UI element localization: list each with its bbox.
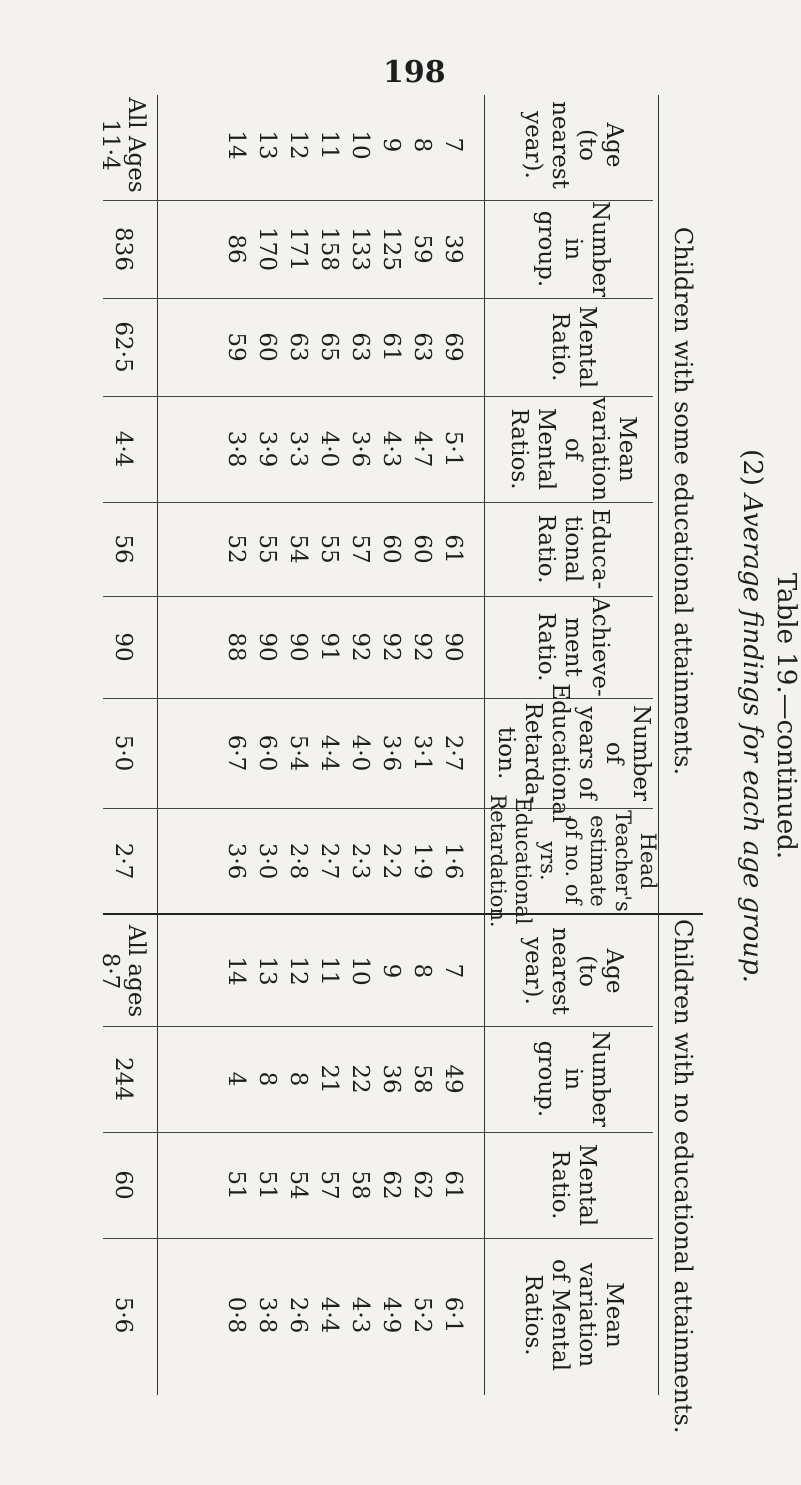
table-cell: 14 [223, 956, 249, 986]
table-cell: 3·8 [254, 1296, 280, 1334]
table-cell: 10 [347, 956, 373, 986]
table-cell: 86 [223, 234, 249, 264]
col-header: Number in group. [533, 1030, 614, 1128]
subtitle-number: (2) [737, 449, 767, 486]
table-cell: 4·9 [378, 1296, 404, 1334]
table-cell: 170 [254, 227, 280, 271]
total-cell: 62·5 [110, 321, 136, 373]
table-cell: 59 [409, 234, 435, 264]
table-cell: 58 [409, 1064, 435, 1094]
table-cell: 14 [223, 130, 249, 160]
table-cell: 4·7 [409, 430, 435, 468]
table-cell: 21 [316, 1064, 342, 1094]
table-title: Table 19.—continued. [771, 572, 801, 860]
table-cell: 10 [347, 130, 373, 160]
table-cell: 60 [378, 534, 404, 564]
table-cell: 39 [440, 234, 466, 264]
col-rule [103, 596, 653, 597]
table-cell: 54 [285, 534, 311, 564]
table-cell: 3·3 [285, 430, 311, 468]
table-cell: 57 [316, 1170, 342, 1200]
table-cell: 133 [347, 227, 373, 271]
total-cell: 244 [110, 1057, 136, 1101]
col-rule [103, 396, 653, 397]
table-cell: 49 [440, 1064, 466, 1094]
table-cell: 51 [223, 1170, 249, 1200]
table-cell: 2·7 [440, 734, 466, 772]
table-cell: 3·0 [254, 842, 280, 880]
col-header: Achieve- ment Ratio. [533, 597, 614, 697]
table-cell: 2·6 [285, 1296, 311, 1334]
table-cell: 61 [378, 332, 404, 362]
table-cell: 4·3 [347, 1296, 373, 1334]
col-header: Number in group. [533, 200, 614, 298]
table-cell: 36 [378, 1064, 404, 1094]
group-title-no-attainments: Children with no educational attainments. [669, 919, 697, 1434]
table-cell: 3·6 [347, 430, 373, 468]
total-cell: 90 [110, 632, 136, 662]
table-cell: 90 [285, 632, 311, 662]
col-header: Number of years of Educational Retarda- tion. [493, 683, 654, 823]
total-cell: 60 [110, 1170, 136, 1200]
data-table [93, 95, 703, 1485]
col-header: Educa- tional Ratio. [533, 508, 614, 590]
col-rule [103, 1238, 653, 1239]
table-cell: 65 [316, 332, 342, 362]
header-top-rule [658, 95, 659, 1395]
col-header: Head Teacher's estimate of no. of yrs. Educational Retardation. [486, 794, 661, 928]
table-cell: 5·1 [440, 430, 466, 468]
table-cell: 8 [285, 1071, 311, 1087]
table-cell: 3·8 [223, 430, 249, 468]
table-cell: 11 [316, 956, 342, 986]
col-rule [103, 1026, 653, 1027]
table-cell: 171 [285, 227, 311, 271]
table-cell: 6·1 [440, 1296, 466, 1334]
table-cell: 1·9 [409, 842, 435, 880]
total-cell: 836 [110, 227, 136, 271]
table-cell: 92 [378, 632, 404, 662]
table-cell: 158 [316, 227, 342, 271]
table-cell: 90 [254, 632, 280, 662]
table-cell: 12 [285, 956, 311, 986]
table-cell: 63 [409, 332, 435, 362]
table-cell: 8 [254, 1071, 280, 1087]
table-cell: 3·6 [223, 842, 249, 880]
col-header: Mental Ratio. [547, 1143, 600, 1227]
table-cell: 63 [347, 332, 373, 362]
table-cell: 69 [440, 332, 466, 362]
table-cell: 57 [347, 534, 373, 564]
col-header: Age (to nearest year). [520, 927, 627, 1015]
table-cell: 2·7 [316, 842, 342, 880]
table-cell: 2·2 [378, 842, 404, 880]
group-divider [103, 913, 703, 915]
table-cell: 22 [347, 1064, 373, 1094]
col-rule [103, 298, 653, 299]
table-cell: 91 [316, 632, 342, 662]
table-cell: 3·6 [378, 734, 404, 772]
table-cell: 61 [440, 534, 466, 564]
table-cell: 52 [223, 534, 249, 564]
subtitle-text: Average findings for each age group. [737, 494, 767, 983]
table-cell: 60 [409, 534, 435, 564]
total-cell: All ages 8·7 [97, 924, 149, 1018]
table-cell: 4·4 [316, 734, 342, 772]
table-cell: 0·8 [223, 1296, 249, 1334]
table-cell: 54 [285, 1170, 311, 1200]
table-cell: 90 [440, 632, 466, 662]
table-cell: 62 [378, 1170, 404, 1200]
table-cell: 13 [254, 956, 280, 986]
table-cell: 8 [409, 963, 435, 979]
totals-rule [157, 95, 158, 1395]
table-cell: 3·1 [409, 734, 435, 772]
total-cell: 5·0 [110, 734, 136, 772]
table-cell: 13 [254, 130, 280, 160]
table-cell: 7 [440, 137, 466, 153]
table-cell: 5·4 [285, 734, 311, 772]
table-cell: 4 [223, 1071, 249, 1087]
table-cell: 4·4 [316, 1296, 342, 1334]
total-cell: All Ages 11·4 [97, 97, 149, 193]
total-cell: 2·7 [110, 842, 136, 880]
total-cell: 5·6 [110, 1296, 136, 1334]
table-cell: 2·8 [285, 842, 311, 880]
col-header: Mean variation of Mental Ratios. [520, 1259, 627, 1371]
table-cell: 2·3 [347, 842, 373, 880]
table-cell: 51 [254, 1170, 280, 1200]
table-cell: 1·6 [440, 842, 466, 880]
table-cell: 11 [316, 130, 342, 160]
table-cell: 92 [409, 632, 435, 662]
table-cell: 62 [409, 1170, 435, 1200]
table-cell: 7 [440, 963, 466, 979]
table-cell: 4·0 [316, 430, 342, 468]
table-cell: 92 [347, 632, 373, 662]
col-header: Mean variation of Mental Ratios. [506, 396, 641, 502]
table-cell: 60 [254, 332, 280, 362]
col-rule [103, 502, 653, 503]
table-cell: 63 [285, 332, 311, 362]
table-cell: 6·7 [223, 734, 249, 772]
table-cell: 8 [409, 137, 435, 153]
col-rule [103, 200, 653, 201]
table-cell: 4·0 [347, 734, 373, 772]
table-cell: 88 [223, 632, 249, 662]
table-cell: 9 [378, 963, 404, 979]
table-subtitle [737, 0, 767, 1432]
table-cell: 58 [347, 1170, 373, 1200]
table-cell: 59 [223, 332, 249, 362]
table-cell: 125 [378, 227, 404, 271]
header-bottom-rule [484, 95, 485, 1395]
page-number: 198 [383, 55, 446, 90]
table-cell: 4·3 [378, 430, 404, 468]
table-cell: 9 [378, 137, 404, 153]
total-cell: 4·4 [110, 430, 136, 468]
col-header: Age (to nearest year). [520, 101, 627, 189]
table-cell: 55 [254, 534, 280, 564]
col-rule [103, 1132, 653, 1133]
table-cell: 61 [440, 1170, 466, 1200]
total-cell: 56 [110, 534, 136, 564]
table-cell: 12 [285, 130, 311, 160]
table-cell: 55 [316, 534, 342, 564]
group-title-some-attainments: Children with some educational attainments. [669, 226, 697, 776]
col-header: Mental Ratio. [547, 305, 600, 389]
table-cell: 5·2 [409, 1296, 435, 1334]
table-cell: 6·0 [254, 734, 280, 772]
table-cell: 3·9 [254, 430, 280, 468]
